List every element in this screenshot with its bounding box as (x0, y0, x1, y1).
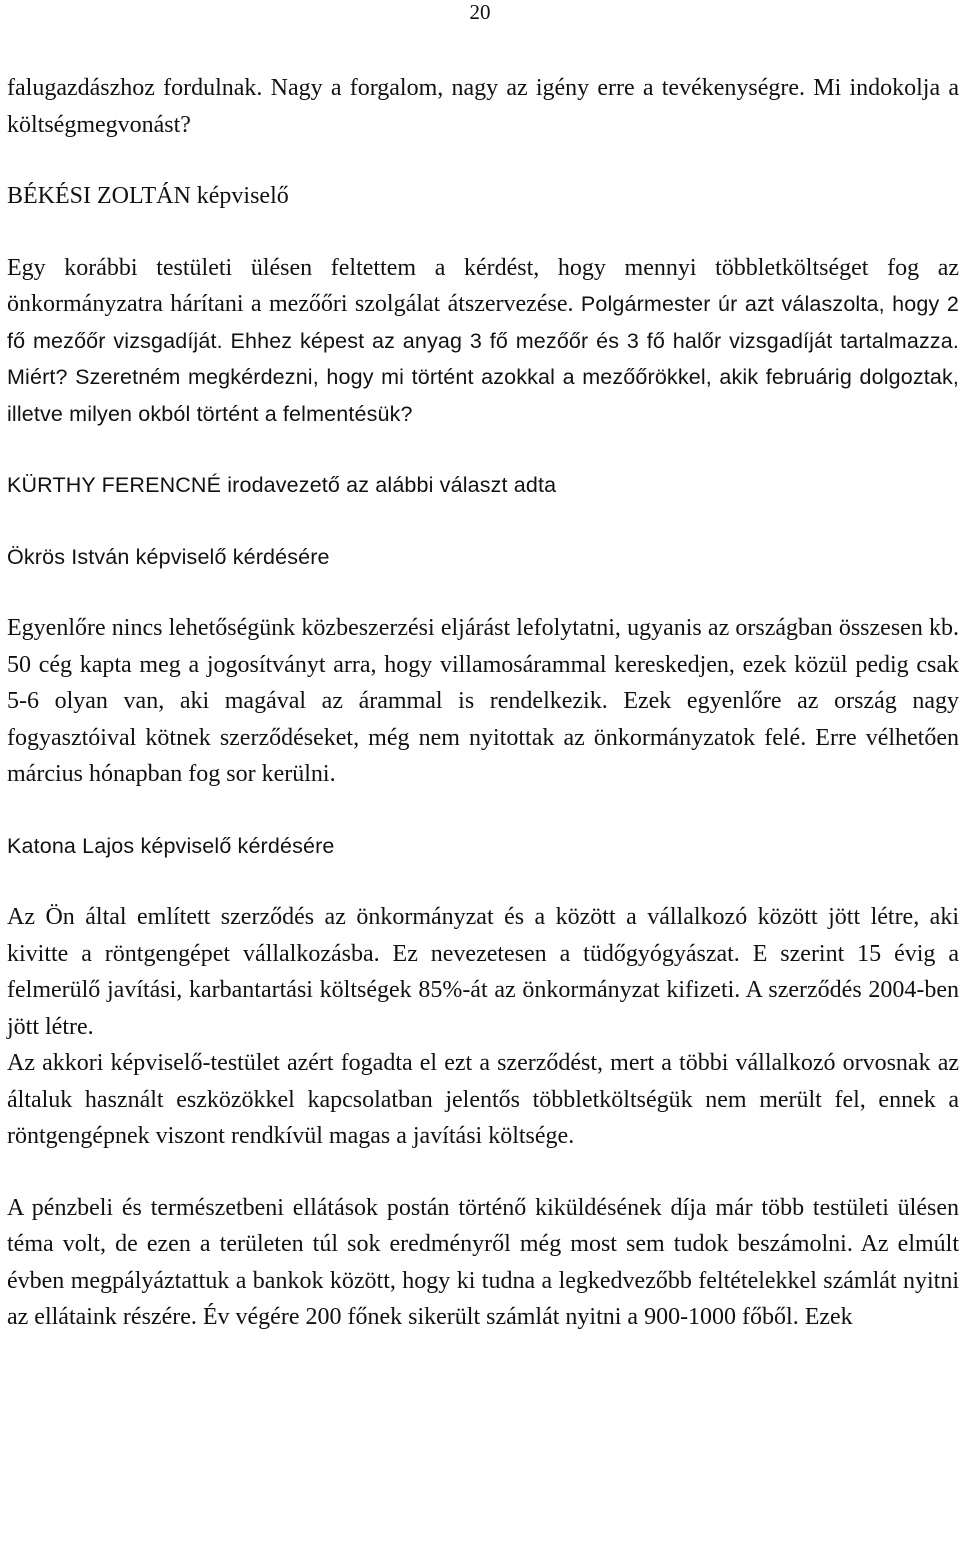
document-body (7, 70, 959, 1336)
paragraph-bekesi-part2: Polgármester úr azt válaszolta, hogy 2 fő mezőőr vizsgadíját. Ehhez képest az anyag 3 fő mezőőr és 3 fő halőr vizsgadíját tartalmazza. Miért? Szeretném megkérdezni, hogy mi történt azokkal a mezőőrökkel, akik februárig dolgoztak, illetve milyen okból történt a felmentésük? (7, 292, 959, 426)
paragraph-answer-katona-1: Az Ön által említett szerződés az önkormányzat és a között a vállalkozó között jött létre, aki kivitte a röntgengépet vállalkozásba. Ez nevezetesen a tüdőgyógyászat. E szerint 15 évig a felmerülő javítási, karbantartási költségek 85%-át az önkormányzat kifizeti. A szerződés 2004-ben jött létre. (7, 904, 959, 1040)
paragraph-answer-katona-2: Az akkori képviselő-testület azért fogadta el ezt a szerződést, mert a többi vállalkozó orvosnak az általuk használt eszközökkel kapcsolatban jelentős többletköltségük nem merült fel, ennek a röntgengépnek viszont rendkívül magas a javítási költsége. (7, 1050, 959, 1149)
page-number: 20 (469, 0, 491, 24)
heading-katona-lajos: Katona Lajos képviselő kérdésére (7, 833, 335, 858)
heading-okros-istvan: Ökrös István képviselő kérdésére (7, 544, 330, 569)
paragraph-bekesi-part1: Egy korábbi testületi ülésen feltettem a kérdést, hogy mennyi többletköltséget fog az önkormányzatra hárítani a mezőőri szolgálat átszervezése. (7, 254, 959, 317)
paragraph-question-end: falugazdászhoz fordulnak. Nagy a forgalom, nagy az igény erre a tevékenységre. Mi indokolja a költségmegvonást? (7, 75, 959, 138)
paragraph-answer-okros: Egyenlőre nincs lehetőségünk közbeszerzési eljárást lefolytatni, ugyanis az országban összesen kb. 50 cég kapta meg a jogosítványt arra, hogy villamosárammal kereskedjen, ezek közül pedig csak 5-6 olyan van, aki magával az árammal is rendelkezik. Ezek egyenlőre az ország nagy fogyasztóival kötnek szerződéseket, még nem nyitottak az önkormányzatok felé. Erre vélhetően március hónapban fog sor kerülni. (7, 615, 959, 787)
paragraph-postal-fees: A pénzbeli és természetbeni ellátások postán történő kiküldésének díja már több testületi ülésen téma volt, de ezen a területen túl sok eredményről még most sem tudok beszámolni. Az elmúlt évben megpályáztattuk a bankok között, hogy ki tudna a legkedvezőbb feltételekkel számlát nyitni az ellátaink részére. Év végére 200 főnek sikerült számlát nyitni a 900-1000 főből. Ezek (7, 1194, 959, 1330)
speaker-bekesi-zoltan: BÉKÉSI ZOLTÁN képviselő (7, 183, 289, 209)
speaker-kurthy-ferencne: KÜRTHY FERENCNÉ irodavezető az alábbi választ adta (7, 473, 557, 497)
paragraph-bekesi-question (7, 250, 959, 433)
